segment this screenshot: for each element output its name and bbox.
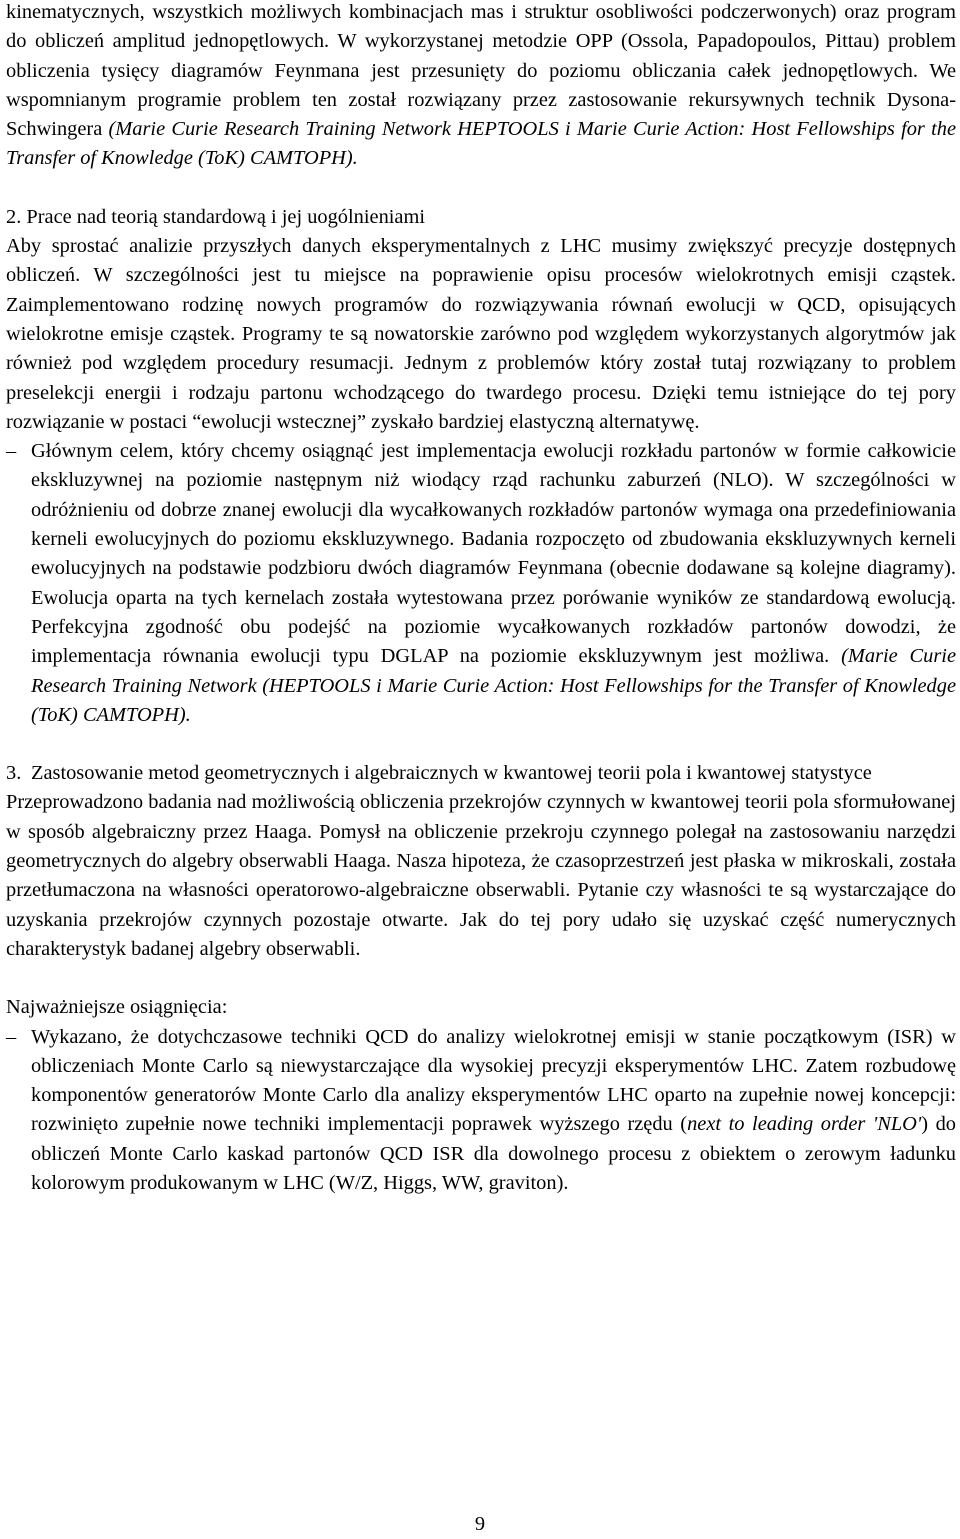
section-3-heading — [6, 759, 956, 788]
section-2-body: Aby sprostać analizie przyszłych danych eksperymentalnych z LHC musimy zwiększyć precyzje dostępnych obliczeń. W szczególności jest tu miejsce na poprawienie opisu procesów wielokrotnych emisji cząstek. Zaimplementowano rodzinę nowych programów do rozwiązywania równań ewolucji w QCD, opisujących wielokrotne emisje cząstek. Programy te są nowatorskie zarówno pod względem wykorzystanych algorytmów jak również pod względem procedury resumacji. Jednym z problemów który został tutaj rozwiązany to problem preselekcji energii i rodzaju partonu wchodzącego do twardego procesu. Dzięki temu istniejące do tej pory rozwiązanie w postaci “ewolucji wstecznej” zyskało bardziej elastyczną alternatywę. — [6, 235, 956, 433]
achievements-heading: Najważniejsze osiągnięcia: — [6, 996, 228, 1019]
section-2-bullet — [6, 437, 956, 730]
section-3-body: Przeprowadzono badania nad możliwością obliczenia przekrojów czynnych w kwantowej teorii pola sformułowanej w sposób algebraiczny przez Haaga. Pomysł na obliczenie przekroju czynnego polegał na zastosowaniu narzędzi geometrycznych do algebry obserwabli Haaga. Nasza hipoteza, że czasoprzestrzeń jest płaska w mikroskali, została przetłumaczona na własności operatorowo-algebraiczne obserwabli. Pytanie czy własności te są wystarczające do uzyskania przekrojów czynnych pozostaje otwarte. Jak do tej pory udało się uzyskać część numerycznych charakterystyk badanej algebry obserwabli. — [6, 791, 956, 960]
spacer — [6, 964, 956, 993]
achievements-bullet — [6, 1023, 956, 1199]
section-2-heading: 2. Prace nad teorią standardową i jej uogólnieniami — [6, 205, 426, 228]
intro-text: kinematycznych, wszystkich możliwych kombinacjach mas i struktur osobliwości podczerwonych) oraz program do obliczeń amplitud jednopętlowych. W wykorzystanej metodzie OPP (Ossola, Papadopoulos, Pittau) problem obliczenia tysięcy diagramów Feynmana jest przesunięty do poziomu obliczania całek jednopętlowych. We wspomnianym programie problem ten został rozwiązany przez zastosowanie rekursywnych technik Dysona-Schwingera — [6, 1, 956, 141]
intro-paragraph — [6, 0, 956, 174]
section-2-funding-note: (Marie Curie Research Training Network (HEPTOOLS i Marie Curie Action: Host Fellowships for the Transfer of Knowledge (ToK) CAMTOPH). — [31, 645, 956, 726]
dash-bullet: – — [6, 1025, 17, 1048]
page-number: 9 — [474, 1513, 486, 1535]
spacer — [6, 730, 956, 759]
section-2-bullet-text: Głównym celem, który chcemy osiągnąć jest implementacja ewolucji rozkładu partonów w formie całkowicie ekskluzywnej na poziomie następnym niż wiodący rząd rachunku zaburzeń (NLO). W szczególności w odróżnieniu od dobrze znanej ewolucji dla wycałkowanych rozkładów partonów wymaga ona przedefiniowania kerneli ewolucyjnych do poziomu ekskluzywnego. Badania rozpoczęto od zbudowania ekskluzywnych kerneli ewolucyjnych na podstawie podzbioru dwóch diagramów Feynmana (obecnie dodawane są kolejne diagramy). Ewolucja oparta na tych kernelach została wytestowana przez porówanie wyników ze standardową ewolucją. Perfekcyjna zgodność obu podejść na poziomie wycałkowanych rozkładów partonów dowodzi, że implementacja równania ewolucji typu DGLAP na poziomie ekskluzywnym jest możliwa. — [31, 440, 956, 668]
spacer — [6, 174, 956, 203]
intro-funding-note: (Marie Curie Research Training Network HEPTOOLS i Marie Curie Action: Host Fellowships for the Transfer of Knowledge (ToK) CAMTOPH). — [6, 118, 957, 170]
document-page — [6, 0, 956, 1198]
achievements-italic: next to leading order 'NLO' — [687, 1113, 922, 1136]
section-3-heading-text: Zastosowanie metod geometrycznych i algebraicznych w kwantowej teorii pola i kwantowej statystyce — [31, 762, 872, 785]
dash-bullet: – — [6, 440, 17, 463]
section-3-number: 3. — [6, 762, 22, 785]
achievements-text-before: Wykazano, że dotychczasowe techniki QCD do analizy wielokrotnej emisji w stanie początkowym (ISR) w obliczeniach Monte Carlo są niewystarczające dla wysokiej precyzji eksperymentów LHC. Zatem rozbudowę komponentów generatorów Monte Carlo dla analizy eksperymentów LHC oparto na zupełnie nowej koncepcji: rozwinięto zupełnie nowe techniki implementacji poprawek wyższego rzędu ( — [31, 1025, 956, 1136]
achievements-text-after: ) do obliczeń Monte Carlo kaskad partonów QCD ISR dla dowolnego procesu z obiektem o zerowym ładunku kolorowym produkowanym w LHC (W/Z, Higgs, WW, graviton). — [31, 1113, 957, 1194]
